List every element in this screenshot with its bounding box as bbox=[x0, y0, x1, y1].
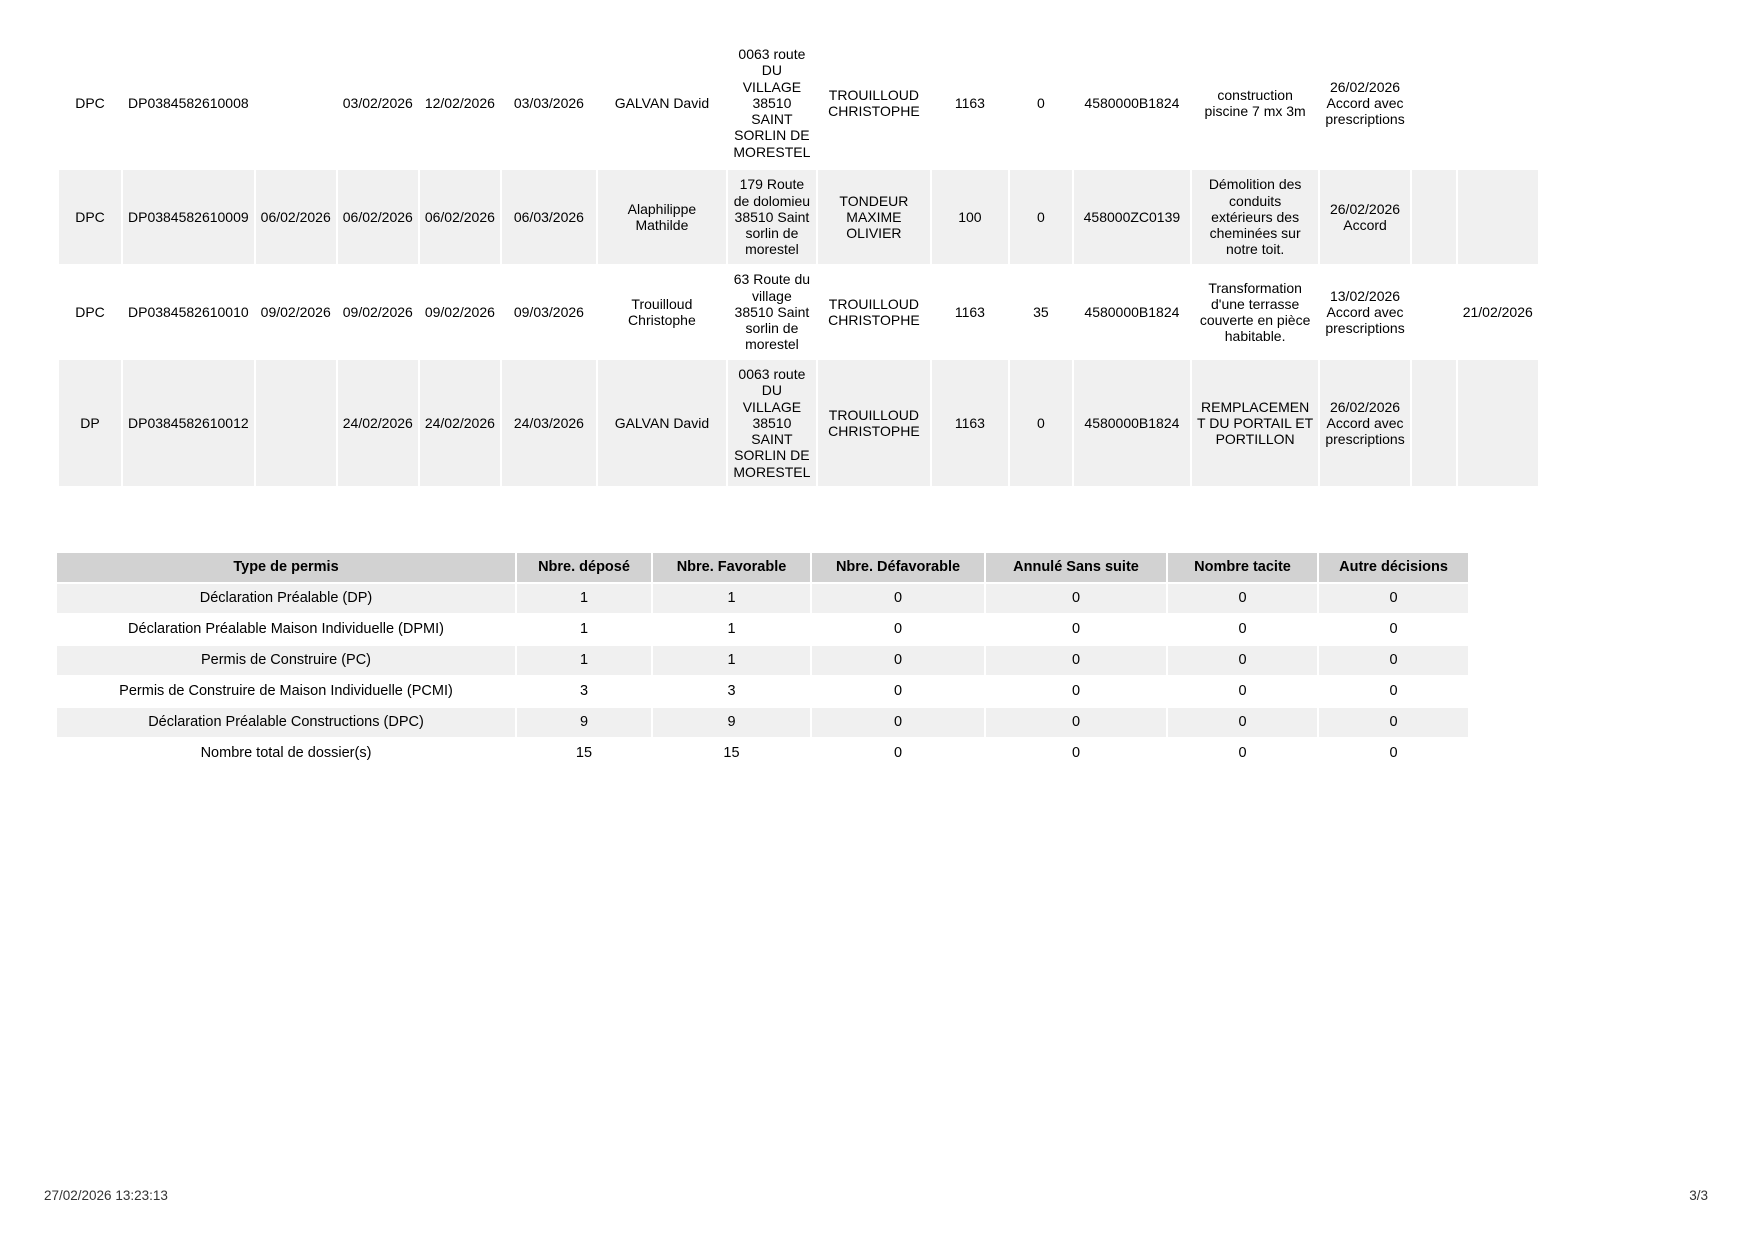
summary-value-cell: 0 bbox=[1238, 621, 1247, 638]
record-cell: 06/03/2026 bbox=[502, 170, 596, 264]
record-cell: TROUILLOUD CHRISTOPHE bbox=[828, 295, 920, 328]
summary-row bbox=[57, 646, 1468, 675]
summary-value-cell: 0 bbox=[1168, 708, 1317, 737]
summary-row bbox=[57, 615, 1468, 644]
record-cell: 06/02/2026 bbox=[256, 170, 336, 264]
summary-value-cell: 0 bbox=[1389, 745, 1398, 762]
summary-value-cell: 0 bbox=[1168, 646, 1317, 675]
summary-label-cell: Permis de Construire de Maison Individuelle (PCMI) bbox=[119, 683, 453, 700]
summary-value-cell: 0 bbox=[1319, 646, 1468, 675]
summary-label-cell: Déclaration Préalable Constructions (DPC) bbox=[57, 708, 515, 737]
record-cell: 06/02/2026 bbox=[338, 170, 418, 264]
record-cell: 03/03/2026 bbox=[513, 94, 584, 111]
record-cell: GALVAN David bbox=[614, 94, 710, 111]
record-cell: DP0384582610008 bbox=[128, 94, 249, 111]
summary-value-cell: 0 bbox=[1319, 708, 1468, 737]
record-cell: 63 Route du village 38510 Saint sorlin de morestel bbox=[733, 271, 811, 353]
record-cell: DPC bbox=[75, 94, 105, 111]
record-cell: construction piscine 7 mx 3m bbox=[1204, 86, 1306, 119]
record-cell bbox=[1412, 170, 1456, 264]
summary-value-cell: 0 bbox=[1071, 621, 1081, 638]
record-cell: 06/02/2026 bbox=[420, 170, 500, 264]
permits-summary-body bbox=[57, 584, 1468, 768]
record-cell: DP0384582610012 bbox=[123, 360, 254, 486]
record-cell: Transformation d'une terrasse couverte en pièce habitable. bbox=[1199, 279, 1311, 345]
summary-row bbox=[57, 739, 1468, 768]
record-cell: 0 bbox=[1010, 170, 1072, 264]
record-cell: 26/02/2026 Accord bbox=[1320, 170, 1409, 264]
summary-value-cell: 0 bbox=[812, 708, 984, 737]
record-cell bbox=[256, 38, 336, 168]
record-cell: TROUILLOUD CHRISTOPHE bbox=[818, 360, 930, 486]
footer-print-datetime: 27/02/2026 13:23:13 bbox=[44, 1188, 168, 1203]
summary-value-cell: 0 bbox=[1071, 745, 1081, 762]
summary-value-cell: 0 bbox=[1168, 584, 1317, 613]
summary-value-cell: 0 bbox=[986, 646, 1166, 675]
record-cell: TONDEUR MAXIME OLIVIER bbox=[818, 170, 930, 264]
summary-header-cell: Type de permis bbox=[57, 553, 515, 582]
record-cell: 12/02/2026 bbox=[424, 94, 495, 111]
summary-value-cell: 0 bbox=[1071, 683, 1081, 700]
record-cell: TROUILLOUD CHRISTOPHE bbox=[828, 86, 920, 119]
summary-label-cell: Déclaration Préalable Maison Individuelle (DPMI) bbox=[128, 621, 444, 638]
record-cell: 4580000B1824 bbox=[1084, 94, 1180, 111]
record-cell: 1163 bbox=[954, 303, 985, 320]
permits-records-body bbox=[59, 38, 1538, 486]
permits-summary-table bbox=[55, 551, 1470, 770]
summary-value-cell: 15 bbox=[575, 745, 593, 762]
summary-value-cell: 0 bbox=[893, 683, 903, 700]
summary-value-cell: 3 bbox=[579, 683, 589, 700]
summary-row bbox=[57, 708, 1468, 737]
record-cell: GALVAN David bbox=[598, 360, 726, 486]
record-cell: Alaphilippe Mathilde bbox=[598, 170, 726, 264]
summary-value-cell: 0 bbox=[1389, 621, 1398, 638]
record-cell: 24/03/2026 bbox=[502, 360, 596, 486]
summary-value-cell: 1 bbox=[579, 621, 589, 638]
record-cell: 24/02/2026 bbox=[338, 360, 418, 486]
record-cell bbox=[1412, 266, 1456, 358]
summary-header-cell: Nbre. Défavorable bbox=[812, 553, 984, 582]
record-cell: 26/02/2026 Accord avec prescriptions bbox=[1320, 360, 1409, 486]
record-cell: 0063 route DU VILLAGE 38510 SAINT SORLIN DE MORESTEL bbox=[733, 46, 811, 160]
record-cell: 09/02/2026 bbox=[342, 303, 413, 320]
summary-header-cell: Nombre tacite bbox=[1168, 553, 1317, 582]
summary-value-cell: 0 bbox=[1238, 683, 1247, 700]
summary-row bbox=[57, 677, 1468, 706]
footer-page-number: 3/3 bbox=[1689, 1188, 1708, 1203]
record-cell bbox=[1458, 38, 1538, 168]
record-row bbox=[59, 38, 1538, 168]
record-cell: DP0384582610009 bbox=[123, 170, 254, 264]
record-cell bbox=[1412, 38, 1456, 168]
record-cell: DPC bbox=[75, 303, 105, 320]
record-cell: 0 bbox=[1037, 94, 1045, 111]
summary-value-cell: 0 bbox=[812, 584, 984, 613]
summary-value-cell: 1 bbox=[517, 646, 651, 675]
record-cell: 09/02/2026 bbox=[424, 303, 495, 320]
summary-header-cell: Nbre. Favorable bbox=[653, 553, 810, 582]
summary-header-row bbox=[57, 553, 1468, 582]
record-cell: 21/02/2026 bbox=[1462, 303, 1533, 320]
summary-row bbox=[57, 584, 1468, 613]
record-cell: 26/02/2026 Accord avec prescriptions bbox=[1325, 78, 1405, 128]
summary-value-cell: 0 bbox=[893, 745, 903, 762]
record-cell: 09/03/2026 bbox=[513, 303, 584, 320]
record-cell: 1163 bbox=[954, 94, 985, 111]
record-cell: 0 bbox=[1010, 360, 1072, 486]
summary-value-cell: 0 bbox=[986, 708, 1166, 737]
record-cell: Trouilloud Christophe bbox=[628, 295, 696, 328]
summary-value-cell: 3 bbox=[727, 683, 736, 700]
summary-value-cell: 1 bbox=[517, 584, 651, 613]
record-cell: 0063 route DU VILLAGE 38510 SAINT SORLIN DE MORESTEL bbox=[728, 360, 816, 486]
summary-value-cell: 9 bbox=[653, 708, 810, 737]
summary-value-cell: 1 bbox=[727, 621, 736, 638]
record-row bbox=[59, 360, 1538, 486]
summary-header-cell: Annulé Sans suite bbox=[986, 553, 1166, 582]
record-cell: REMPLACEMENT DU PORTAIL ET PORTILLON bbox=[1192, 360, 1318, 486]
record-cell: DPC bbox=[59, 170, 121, 264]
summary-label-cell: Nombre total de dossier(s) bbox=[200, 745, 372, 762]
record-cell: 24/02/2026 bbox=[420, 360, 500, 486]
summary-value-cell: 1 bbox=[653, 646, 810, 675]
record-row bbox=[59, 170, 1538, 264]
summary-label-cell: Déclaration Préalable (DP) bbox=[57, 584, 515, 613]
record-cell: 35 bbox=[1033, 303, 1049, 320]
record-cell: 458000ZC0139 bbox=[1074, 170, 1190, 264]
record-cell bbox=[1458, 170, 1538, 264]
record-cell: 13/02/2026 Accord avec prescriptions bbox=[1325, 287, 1405, 337]
record-cell bbox=[256, 360, 336, 486]
summary-value-cell: 0 bbox=[1389, 683, 1398, 700]
summary-label-cell: Permis de Construire (PC) bbox=[57, 646, 515, 675]
record-cell: 4580000B1824 bbox=[1074, 360, 1190, 486]
record-cell bbox=[1412, 360, 1456, 486]
record-cell: 100 bbox=[932, 170, 1008, 264]
summary-value-cell: 0 bbox=[893, 621, 903, 638]
summary-header-cell: Nbre. déposé bbox=[517, 553, 651, 582]
summary-value-cell: 0 bbox=[812, 646, 984, 675]
summary-header-cell: Autre décisions bbox=[1319, 553, 1468, 582]
record-cell: 09/02/2026 bbox=[260, 303, 331, 320]
record-cell: 4580000B1824 bbox=[1084, 303, 1180, 320]
record-cell: DP bbox=[59, 360, 121, 486]
summary-value-cell: 0 bbox=[1238, 745, 1247, 762]
summary-value-cell: 0 bbox=[986, 584, 1166, 613]
summary-value-cell: 1 bbox=[653, 584, 810, 613]
record-cell: DP0384582610010 bbox=[128, 303, 249, 320]
record-row bbox=[59, 266, 1538, 358]
summary-value-cell: 15 bbox=[723, 745, 740, 762]
permits-records-table bbox=[57, 36, 1540, 488]
summary-value-cell: 9 bbox=[517, 708, 651, 737]
record-cell: 03/02/2026 bbox=[342, 94, 413, 111]
record-cell: 179 Route de dolomieu 38510 Saint sorlin de morestel bbox=[728, 170, 816, 264]
record-cell: 1163 bbox=[932, 360, 1008, 486]
record-cell bbox=[1458, 360, 1538, 486]
summary-value-cell: 0 bbox=[1319, 584, 1468, 613]
record-cell: Démolition des conduits extérieurs des cheminées sur notre toit. bbox=[1192, 170, 1318, 264]
